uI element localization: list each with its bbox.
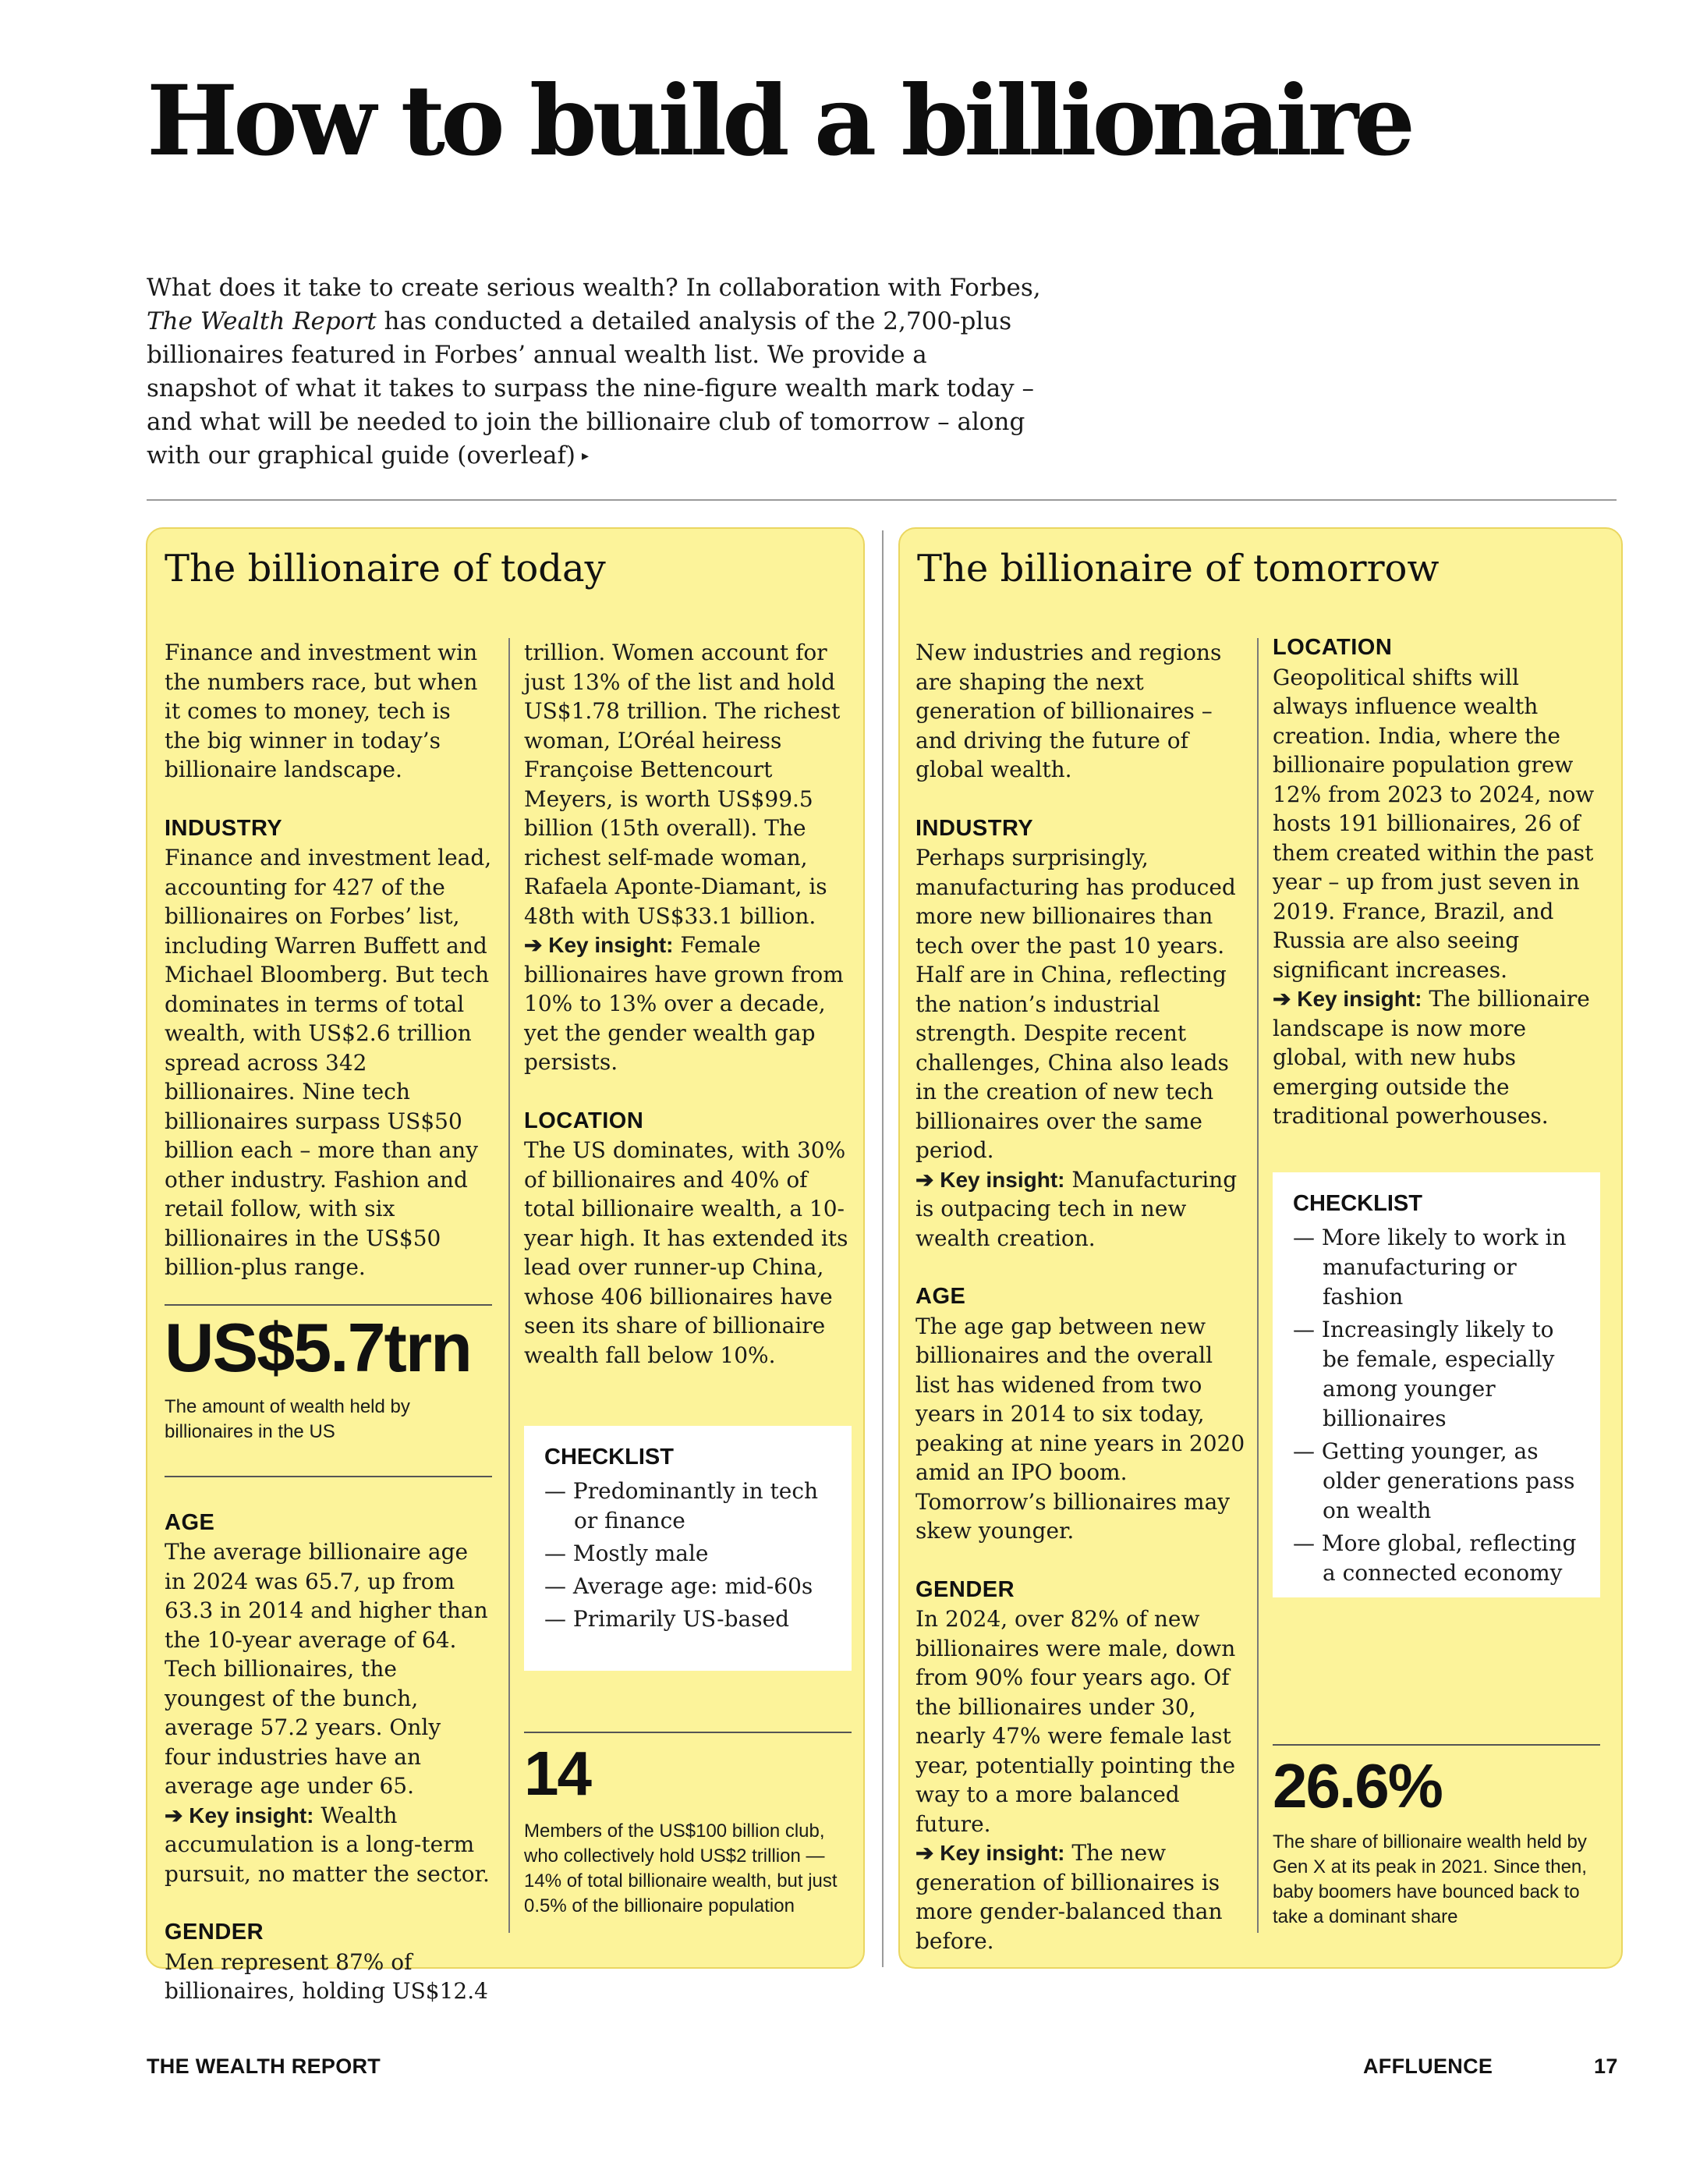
today-gender-key-insight-text: Female billionaires have grown from 10% to 13% over a decade, yet the gender wealth gap persists.	[524, 932, 844, 1075]
today-gender-heading: GENDER	[165, 1920, 264, 1945]
tomorrow-checklist-title: CHECKLIST	[1293, 1191, 1422, 1216]
today-location-heading: LOCATION	[524, 1108, 644, 1133]
today-checklist-box	[524, 1426, 852, 1671]
tomorrow-column-2	[1273, 633, 1600, 1131]
footer-publication: THE WEALTH REPORT	[147, 2055, 381, 2078]
intro-publication-name: The Wealth Report	[147, 307, 377, 335]
stat-100b-club-value: 14	[524, 1739, 590, 1808]
today-checklist-title: CHECKLIST	[544, 1445, 674, 1470]
tomorrow-checklist-list	[1293, 1223, 1580, 1588]
today-industry-heading: INDUSTRY	[165, 815, 283, 841]
today-industry-text: Finance and investment lead, accounting for 427 of the billionaires on Forbes’ list, including Warren Buffett and Michael Bloomberg. But tech dominates in terms of total wealth, with US$2.6 trillion spread across 342 billionaires. Nine tech billionaires surpass US$50 billion each – more than any other industry. Fashion and retail follow, with six billionaires in the US$50 billion-plus range.	[165, 845, 492, 1280]
intro-paragraph	[147, 271, 1043, 473]
tomorrow-lead: New industries and regions are shaping the next generation of billionaires – and driving the future of global wealth.	[915, 640, 1222, 782]
checklist-item: — Average age: mid-60s	[544, 1573, 813, 1599]
today-stat-block-2	[524, 1732, 852, 1919]
panel-divider	[882, 530, 884, 1967]
checklist-item: — Primarily US-based	[544, 1606, 790, 1632]
today-lead: Finance and investment win the numbers race, but when it comes to money, tech is the big winner in today’s billionaire landscape.	[165, 640, 478, 782]
stat-rule-top	[165, 1304, 492, 1306]
today-age-key-insight-label: ➔ Key insight:	[165, 1803, 314, 1828]
intro-text-2: has conducted a detailed analysis of the 2,700-plus billionaires featured in Forbes’ annual wealth list. We provide a snapshot of what it takes to surpass the nine-figure wealth mark today – and what will be needed to join the billionaire club of tomorrow – along with our graphical guide (overleaf)	[147, 307, 1035, 470]
page-title: How to build a billionaire	[147, 65, 1411, 178]
tomorrow-industry-body: Perhaps surprisingly, manufacturing has produced more new billionaires than tech over the past 10 years. Half are in China, reflecting the nation’s industrial strength. Despite recent challenges, China also leads in the creation of new tech billionaires over the same period.	[915, 845, 1236, 1163]
checklist-item: — Getting younger, as older generations pass on wealth	[1293, 1438, 1575, 1523]
today-age-body: The average billionaire age in 2024 was 65.7, up from 63.3 in 2014 and higher than the 10-year average of 64. Tech billionaires, the youngest of the bunch, average 57.2 years. Only four industries have an average age under 65.	[165, 1539, 488, 1799]
tomorrow-location-heading: LOCATION	[1273, 635, 1393, 660]
stat-gen-x-share-caption: The share of billionaire wealth held by Gen X at its peak in 2021. Since then, baby boomers have bounced back to take a dominant share	[1273, 1831, 1587, 1927]
tomorrow-checklist-box	[1273, 1172, 1600, 1597]
today-location-text: The US dominates, with 30% of billionaires and 40% of total billionaire wealth, a 10-year high. It has extended its lead over runner-up China, whose 406 billionaires have seen its share of billionaire wealth fall below 10%.	[524, 1137, 848, 1368]
checklist-item: — Predominantly in tech or finance	[544, 1478, 819, 1533]
tomorrow-stat-block	[1273, 1744, 1600, 1930]
stat3-rule	[1273, 1744, 1600, 1746]
stat2-rule	[524, 1732, 852, 1733]
tomorrow-location-key-insight-text: The billionaire landscape is now more global, with new hubs emerging outside the traditional powerhouses.	[1273, 986, 1590, 1129]
panel-billionaire-today	[146, 527, 865, 2004]
stat-us-wealth-caption: The amount of wealth held by billionaires in the US	[165, 1395, 410, 1442]
stat-us-wealth-value: US$5.7trn	[165, 1308, 471, 1386]
checklist-item: — Mostly male	[544, 1540, 709, 1566]
today-checklist-list	[544, 1477, 831, 1634]
tomorrow-industry-text	[915, 843, 1251, 1253]
today-column-rule	[508, 638, 510, 1933]
page-number: 17	[1594, 2055, 1618, 2078]
panel-billionaire-tomorrow	[898, 527, 1623, 1969]
tomorrow-location-text	[1273, 663, 1600, 1131]
panel-title-tomorrow: The billionaire of tomorrow	[917, 547, 1440, 590]
checklist-item: — More global, reflecting a connected economy	[1293, 1530, 1577, 1586]
today-gender-text-b	[524, 638, 852, 1077]
today-age-text	[165, 1537, 492, 1888]
tomorrow-gender-text	[915, 1604, 1251, 1955]
tomorrow-gender-heading: GENDER	[915, 1576, 1015, 1602]
today-gender-body: trillion. Women account for just 13% of the list and hold US$1.78 trillion. The richest woman, L’Oréal heiress Françoise Bettencourt Meyers, is worth US$99.5 billion (15th overall). The richest self-made woman, Rafaela Aponte-Diamant, is 48th with US$33.1 billion.	[524, 640, 841, 929]
tomorrow-column-rule	[1257, 638, 1259, 1933]
footer-section: AFFLUENCE	[1363, 2055, 1493, 2078]
tomorrow-age-text: The age gap between new billionaires and the overall list has widened from two years in 2014 to six today, peaking at nine years in 2020 amid an IPO boom. Tomorrow’s billionaires may skew younger.	[915, 1313, 1245, 1544]
tomorrow-age-heading: AGE	[915, 1284, 966, 1309]
intro-text-1: What does it take to create serious wealth? In collaboration with Forbes,	[147, 274, 1041, 302]
tomorrow-gender-key-insight-label: ➔ Key insight:	[915, 1841, 1065, 1865]
checklist-item: — More likely to work in manufacturing or fashion	[1293, 1225, 1567, 1310]
stat-gen-x-share-value: 26.6%	[1273, 1751, 1442, 1821]
tomorrow-gender-key-insight-text: The new generation of billionaires is more gender-balanced than before.	[915, 1840, 1223, 1954]
header-divider	[147, 499, 1617, 501]
tomorrow-industry-key-insight-label: ➔ Key insight:	[915, 1167, 1065, 1192]
today-gender-key-insight-label: ➔ Key insight:	[524, 933, 674, 957]
today-column-1	[165, 638, 492, 2006]
tomorrow-gender-body: In 2024, over 82% of new billionaires were male, down from 90% four years ago. Of the billionaires under 30, nearly 47% were female last year, potentially pointing the way to a more balanced future.	[915, 1606, 1236, 1837]
tomorrow-location-body: Geopolitical shifts will always influence wealth creation. India, where the billionaire population grew 12% from 2023 to 2024, now hosts 191 billionaires, 26 of them created within the past year – up from just seven in 2019. France, Brazil, and Russia are also seeing significant increases.	[1273, 664, 1595, 983]
panel-title-today: The billionaire of today	[165, 547, 606, 590]
tomorrow-industry-key-insight-text: Manufacturing is outpacing tech in new wealth creation.	[915, 1166, 1238, 1251]
tomorrow-industry-heading: INDUSTRY	[915, 815, 1034, 841]
tomorrow-column-1	[915, 638, 1251, 1955]
today-age-heading: AGE	[165, 1509, 215, 1535]
tomorrow-location-key-insight-label: ➔ Key insight:	[1273, 987, 1422, 1011]
checklist-item: — Increasingly likely to be female, especially among younger billionaires	[1293, 1317, 1555, 1431]
today-column-2	[524, 638, 852, 1370]
today-age-key-insight-text: Wealth accumulation is a long-term pursuit, no matter the sector.	[165, 1802, 490, 1887]
arrow-right-icon: ▸	[582, 448, 590, 464]
today-gender-text-a: Men represent 87% of billionaires, holding US$12.4	[165, 1948, 488, 2004]
stat-100b-club-caption: Members of the US$100 billion club, who collectively hold US$2 trillion — 14% of total billionaire wealth, but just 0.5% of the billionaire population	[524, 1821, 838, 1916]
